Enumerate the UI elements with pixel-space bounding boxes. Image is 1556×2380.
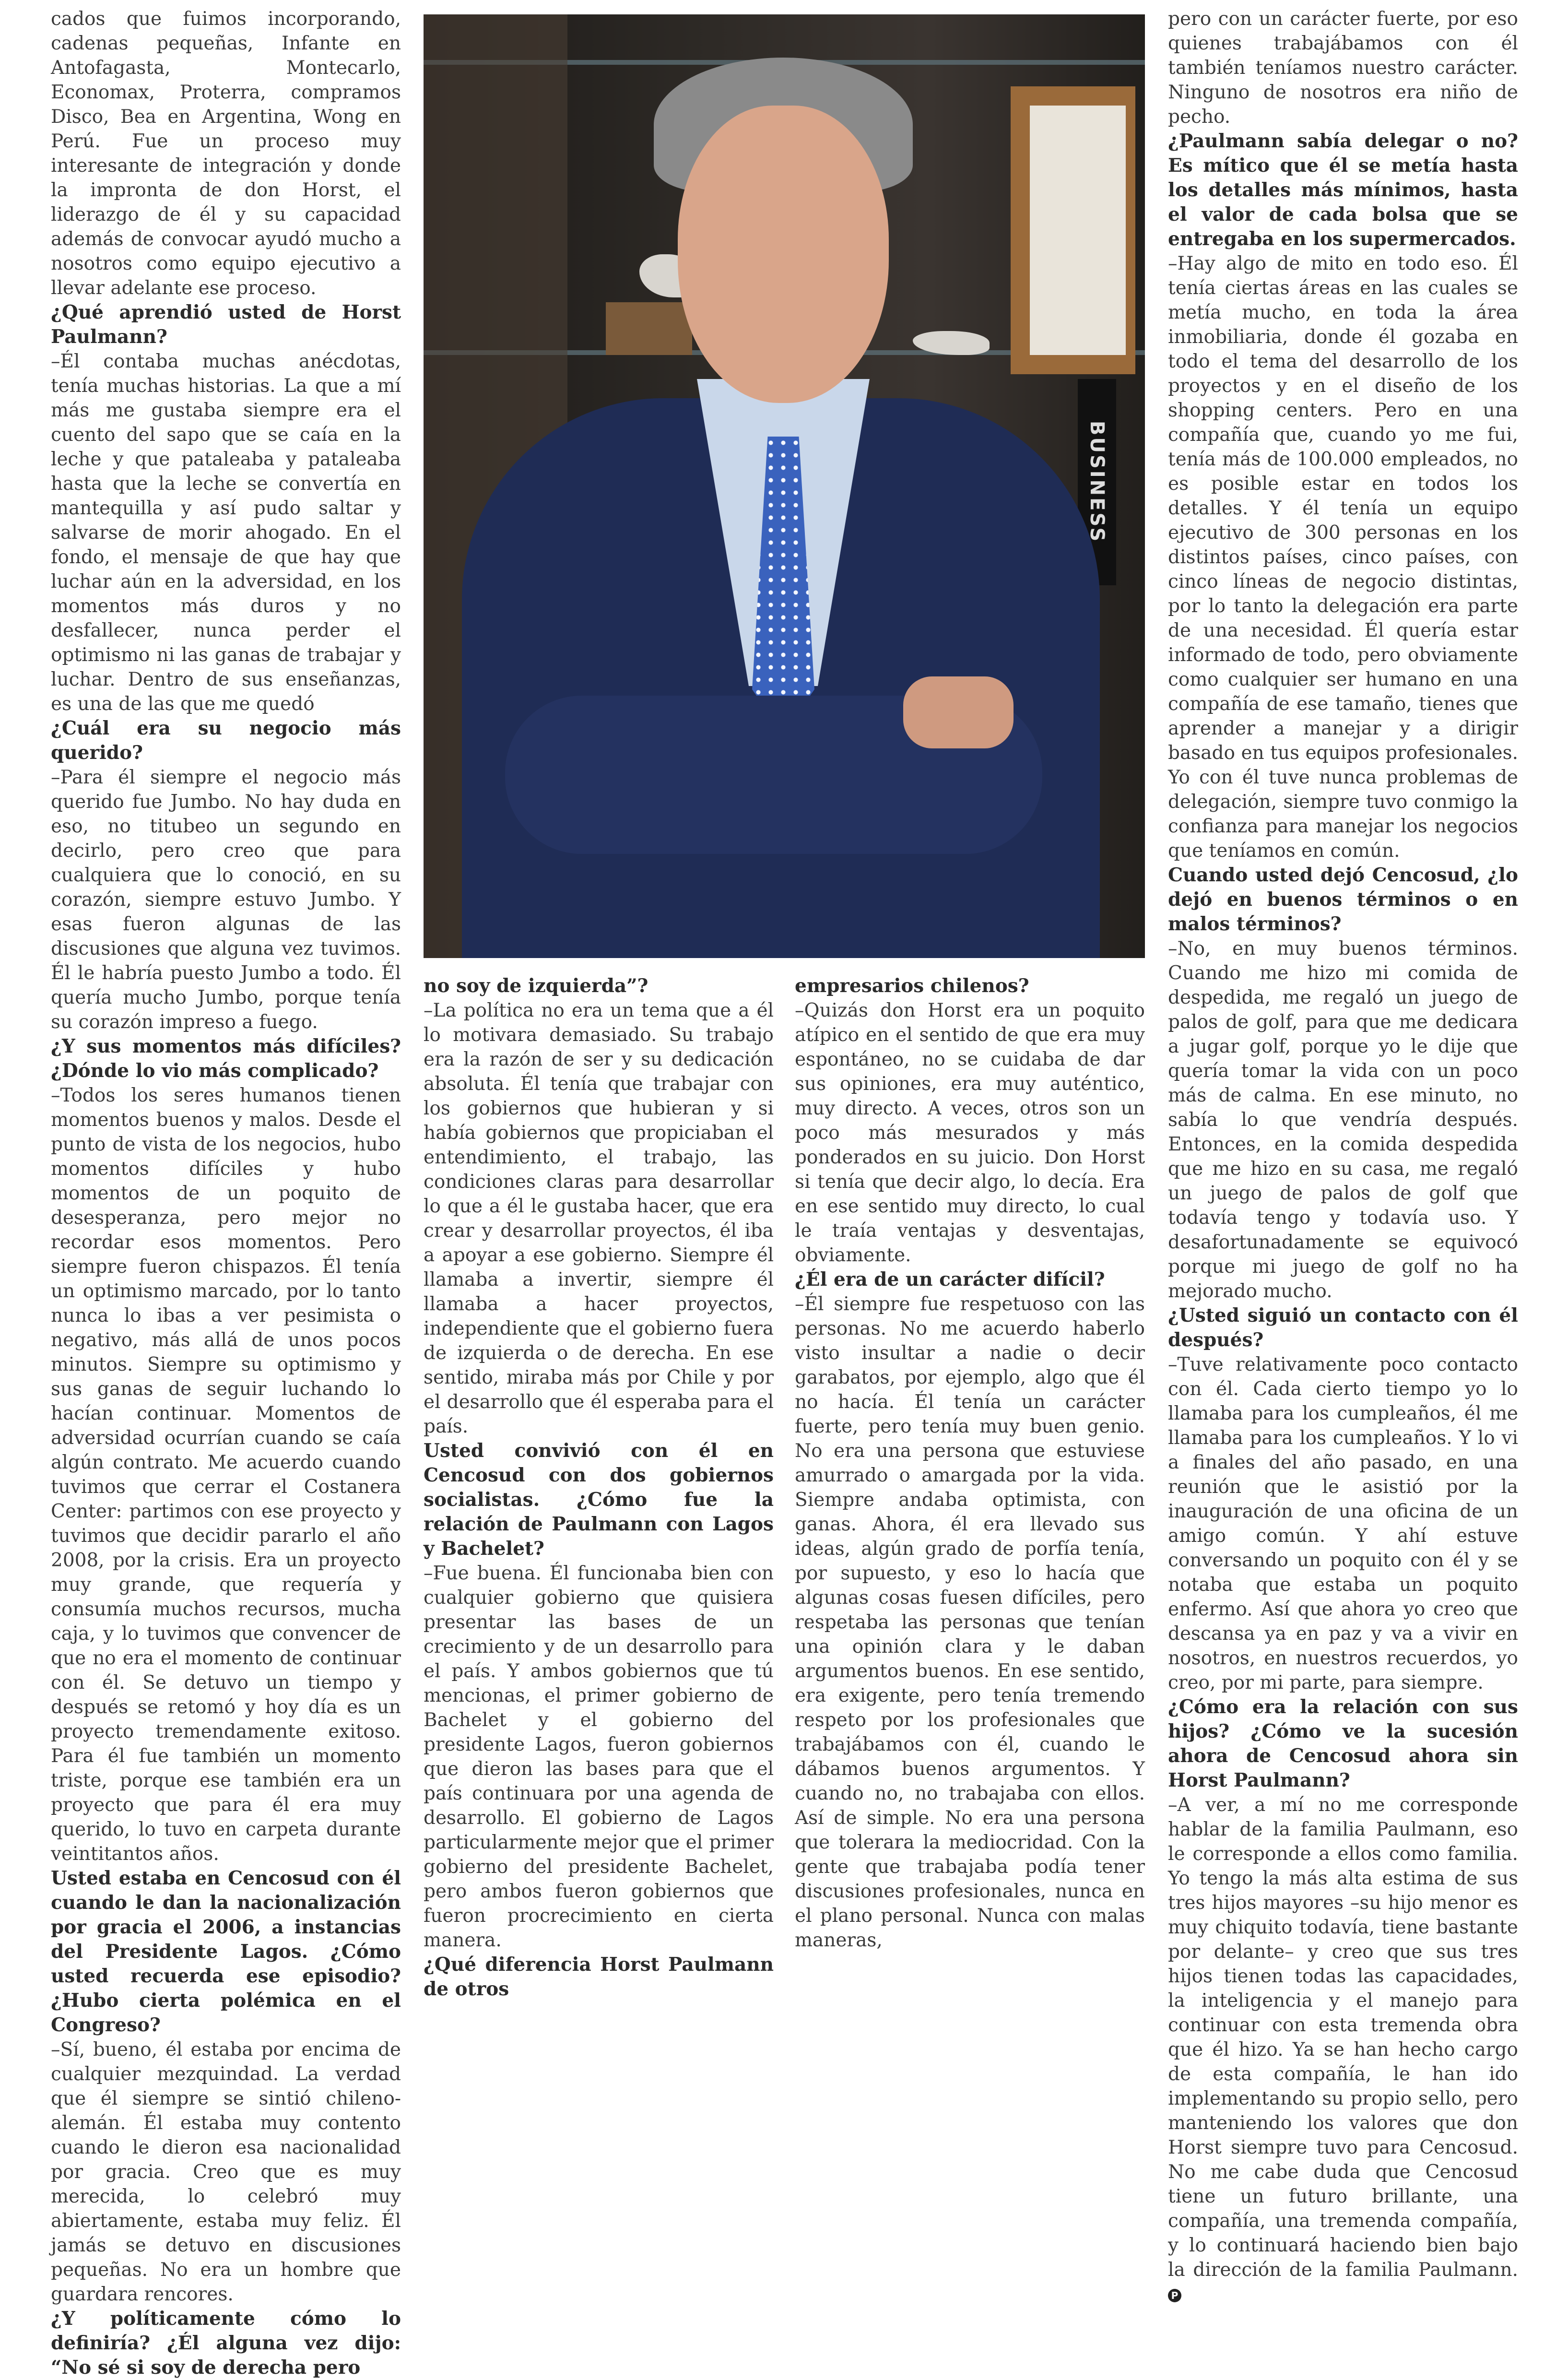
question-heading: ¿Y sus momentos más difíciles? ¿Dónde lo vio más complicado? xyxy=(51,1035,401,1082)
answer-text: –A ver, a mí no me corresponde hablar de la familia Paulmann, eso le corresponde a ellos como familia. Yo tengo la más alta estima de sus tres hijos mayores –su hijo menor es muy chiquito todavía, tiene bastante por delante– y creo que sus tres hijos tienen todas las capacidades, la inteligencia y el manejo para continuar con esta tremenda obra que él hizo. Ya se han hecho cargo de esta compañía, le han ido implementando su propio sello, pero manteniendo los valores que don Horst siempre tuvo para Cencosud. No me cabe duda que Cencosud tiene un futuro brillante, una compañía, una tremenda compañía, y lo continuará haciendo bien bajo la dirección de la familia Paulmann. xyxy=(1168,1794,1518,2281)
question-heading: ¿Paulmann sabía delegar o no? Es mítico que él se metía hasta los detalles más mínimos, hasta el valor de cada bolsa que se entregaba en los supermercados. xyxy=(1168,130,1518,250)
article-column-1 xyxy=(51,7,401,2380)
question-heading: ¿Cuál era su negocio más querido? xyxy=(51,717,401,764)
question-heading: Usted estaba en Cencosud con él cuando le dan la nacionalización por gracia el 2006, a instancias del Presidente Lagos. ¿Cómo usted recuerda ese episodio? ¿Hubo cierta polémica en el Congreso? xyxy=(51,1867,401,2036)
article-column-4 xyxy=(1168,7,1518,2307)
question-heading: ¿Él era de un carácter difícil? xyxy=(795,1268,1105,1291)
question-heading: ¿Qué diferencia Horst Paulmann de otros xyxy=(424,1954,774,2000)
answer-paragraph: –Hay algo de mito en todo eso. Él tenía ciertas áreas en las cuales se metía mucho, en toda la área inmobiliaria, donde él gozaba en todo el tema del desarrollo de los proyectos y en el diseño de los shopping centers. Pero en una compañía que, cuando yo me fui, tenía más de 100.000 empleados, no es posible estar en todos los detalles. Y él tenía un equipo ejecutivo de 300 personas en los distintos países, cinco países, con cinco líneas de negocio distintas, por lo tanto la delegación era parte de una necesidad. Él quería estar informado de todo, pero obviamente como cualquier ser humano en una compañía de ese tamaño, tienes que aprender a manejar y a dirigir basado en tus equipos profesionales. Yo con él tuve nunca problemas de delegación, siempre tuvo conmigo la confianza para manejar los negocios que teníamos en común. xyxy=(1168,253,1518,862)
answer-paragraph: –La política no era un tema que a él lo motivara demasiado. Su trabajo era la razón de ser y su dedicación absoluta. Él tenía que trabajar con los gobiernos que hubieran y si había gobiernos que propiciaban el entendimiento, el trabajo, las condiciones claras para desarrollar lo que a él le gustaba hacer, que era crear y desarrollar proyectos, él iba a apoyar a ese gobierno. Siempre él llamaba a invertir, siempre él llamaba a hacer proyectos, independiente que el gobierno fuera de izquierda o de derecha. En ese sentido, miraba más por Chile y por el desarrollo que él esperaba para el país. xyxy=(424,1000,774,1437)
answer-paragraph xyxy=(1168,1793,1518,2307)
decor-box xyxy=(606,302,692,355)
answer-paragraph: –Él siempre fue respetuoso con las personas. No me acuerdo haberlo visto insultar a nadie o decir garabatos, por ejemplo, algo que él no hacía. Él tenía un carácter fuerte, pero tenía muy buen genio. No era una persona que estuviese amurrado o amargada por la vida. Siempre andaba optimista, con ganas. Ahora, él era llevado sus ideas, algún grado de porfía tenía, por supuesto, y eso lo hacía que algunas cosas fuesen difíciles, pero respetaba las personas que tenían una opinión clara y le daban argumentos buenos. En ese sentido, era exigente, pero tenía tremendo respeto por los profesionales que trabajábamos con él, cuando le dábamos buenos argumentos. Y cuando no, no trabajaba con ellos. Así de simple. No era una persona que tolerara la mediocridad. Con la gente que trabajaba podía tener discusiones profesionales, nunca en el plano personal. Nunca con malas maneras, xyxy=(795,1293,1145,1951)
question-heading: empresarios chilenos? xyxy=(795,975,1029,997)
article-column-2 xyxy=(424,974,774,2001)
answer-paragraph: pero con un carácter fuerte, por eso quienes trabajábamos con él también teníamos nuestro carácter. Ninguno de nosotros era niño de pecho. xyxy=(1168,8,1518,128)
hand xyxy=(903,676,1014,748)
portrait-photo xyxy=(424,14,1145,958)
question-heading: Usted convivió con él en Cencosud con dos gobiernos socialistas. ¿Cómo fue la relación de Paulmann con Lagos y Bachelet? xyxy=(424,1440,774,1560)
answer-paragraph: –Tuve relativamente poco contacto con él. Cada cierto tiempo yo lo llamaba para los cumpleaños, él me llamaba para los cumpleaños. Y lo vi a finales del año pasado, en una reunión que le asistió por la inauguración de una oficina de un amigo común. Y ahí estuve conversando un poquito con él y se notaba que estaba un poquito enfermo. Así que ahora yo creo que descansa ya en paz y va a vivir en nosotros, en nuestros recuerdos, yo creo, por mi parte, para siempre. xyxy=(1168,1354,1518,1693)
answer-paragraph: –Quizás don Horst era un poquito atípico en el sentido de que era muy espontáneo, no se cuidaba de dar sus opiniones, era muy auténtico, muy directo. A veces, otros son un poco más mesurados y más ponderados en su juicio. Don Horst si tenía que decir algo, lo decía. Era en ese sentido muy directo, lo cual le traía ventajas y desventajas, obviamente. xyxy=(795,1000,1145,1266)
answer-paragraph: –Sí, bueno, él estaba por encima de cualquier mezquindad. La verdad que él siempre se sintió chileno-alemán. Él estaba muy contento cuando le dieron esa nacionalidad por gracia. Creo que es muy merecida, lo celebró muy abiertamente, estaba muy feliz. Él jamás se detuvo en discusiones pequeñas. No era un hombre que guardara rencores. xyxy=(51,2039,401,2305)
question-heading: ¿Qué aprendió usted de Horst Paulmann? xyxy=(51,301,401,348)
article-column-3 xyxy=(795,974,1145,1953)
question-heading: ¿Cómo era la relación con sus hijos? ¿Cómo ve la sucesión ahora de Cencosud ahora sin Horst Paulmann? xyxy=(1168,1696,1518,1791)
face xyxy=(678,106,889,403)
question-heading: ¿Y políticamente cómo lo definiría? ¿Él alguna vez dijo: “No sé si soy de derecha pero xyxy=(51,2308,401,2379)
book-spine: BUSINESS xyxy=(1078,379,1116,585)
question-heading: ¿Usted siguió un contacto con él después? xyxy=(1168,1304,1518,1351)
paragraph: cados que fuimos incorporando, cadenas pequeñas, Infante en Antofagasta, Montecarlo, Economax, Proterra, compramos Disco, Bea en Argentina, Wong en Perú. Fue un proceso muy interesante de integración y donde la impronta de don Horst, el liderazgo de él y su capacidad además de convocar ayudó mucho a nosotros como equipo ejecutivo a llevar adelante ese proceso. xyxy=(51,8,401,299)
picture-frame-inner xyxy=(1030,106,1126,355)
answer-paragraph: –Todos los seres humanos tienen momentos buenos y malos. Desde el punto de vista de los negocios, hubo momentos difíciles y hubo momentos de un poquito de desesperanza, pero mejor no recordar esos momentos. Pero siempre fueron chispazos. Él tenía un optimismo marcado, por lo tanto nunca lo ibas a ver pesimista o negativo, más allá de unos pocos minutos. Siempre su optimismo y sus ganas de seguir luchando lo hacían continuar. Momentos de adversidad ocurrían cuando se caía algún contrato. Me acuerdo cuando tuvimos que cerrar el Costanera Center: partimos con ese proyecto y tuvimos que decidir pararlo el año 2008, por la crisis. Era un proyecto muy grande, que requería y consumía muchos recursos, mucha caja, y lo tuvimos que convencer de que no era el momento de continuar con él. Se detuvo un tiempo y después se retomó y hoy día es un proyecto tremendamente exitoso. Para él fue también un momento triste, porque ese también era un proyecto que para él era muy querido, lo tuvo en carpeta durante veintitantos años. xyxy=(51,1085,401,1865)
question-heading: no soy de izquierda”? xyxy=(424,975,648,997)
end-of-article-mark: P xyxy=(1168,2289,1181,2302)
question-heading: Cuando usted dejó Cencosud, ¿lo dejó en buenos términos o en malos términos? xyxy=(1168,864,1518,935)
answer-paragraph: –Fue buena. Él funcionaba bien con cualquier gobierno que quisiera presentar las bases de un crecimiento y de un desarrollo para el país. Y ambos gobiernos que tú mencionas, el primer gobierno de Bachelet y el gobierno del presidente Lagos, fueron gobiernos que dieron las bases para que el país continuara por una agenda de desarrollo. El gobierno de Lagos particularmente mejor que el primer gobierno del presidente Bachelet, pero ambos fueron gobiernos que fueron procrecimiento en cierta manera. xyxy=(424,1563,774,1951)
answer-paragraph: –No, en muy buenos términos. Cuando me hizo mi comida de despedida, me regaló un juego de palos de golf, para que me dedicara a jugar golf, porque yo le dije que quería tomar la vida con un poco más de calma. En ese minuto, no sabía lo que vendría después. Entonces, en la comida despedida que me hizo en su casa, me regaló un juego de palos de golf que todavía tengo y todavía uso. Y desafortunadamente se equivocó porque mi juego de golf no ha mejorado mucho. xyxy=(1168,938,1518,1302)
answer-paragraph: –Él contaba muchas anécdotas, tenía muchas historias. La que a mí más me gustaba siempre era el cuento del sapo que se caía en la leche y que pataleaba y pataleaba hasta que la leche se convertía en mantequilla y así pudo saltar y salvarse de morir ahogado. En el fondo, el mensaje de que hay que luchar aún en la adversidad, en los momentos más duros y no desfallecer, nunca perder el optimismo ni las ganas de trabajar y luchar. Dentro de sus enseñanzas, es una de las que me quedó xyxy=(51,351,401,715)
answer-paragraph: –Para él siempre el negocio más querido fue Jumbo. No hay duda en eso, no titubeo un segundo en decirlo, pero creo que para cualquiera que lo conoció, en su corazón, siempre estuvo Jumbo. Y esas fueron algunas de las discusiones que alguna vez tuvimos. Él le habría puesto Jumbo a todo. Él quería mucho Jumbo, porque tenía su corazón impreso a fuego. xyxy=(51,767,401,1033)
